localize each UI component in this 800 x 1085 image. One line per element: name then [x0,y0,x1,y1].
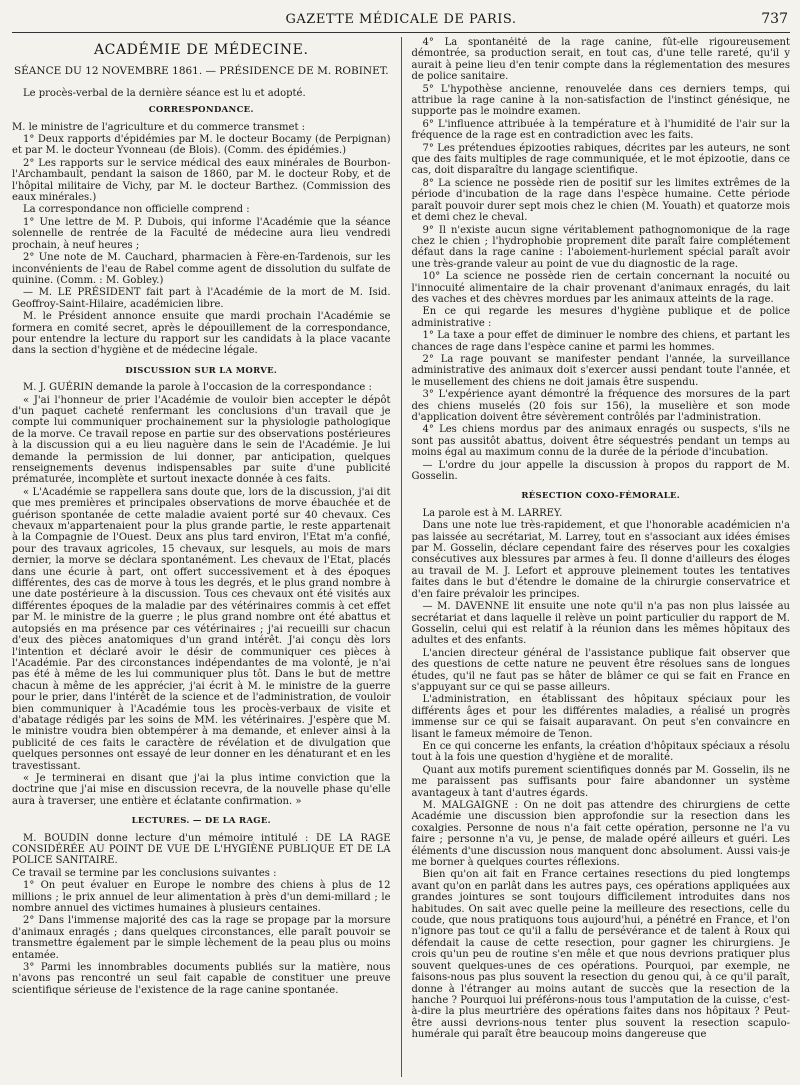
lectures-paragraph: 2° Dans l'immense majorité des cas la rage se propage par la morsure d'animaux enragés ; dans quelques circonstances, elle paraît pouvoir se transmettre également par le simple lèchement de la peau plus ou moins entamée. [12,915,391,961]
corr-paragraph: 1° Une lettre de M. P. Dubois, qui informe l'Académie que la séance solennelle de rentrée de la Faculté de médecine aura lieu vendredi prochain, à neuf heures ; [12,216,391,251]
rage-paragraph: 7° Les prétendues épizooties rabiques, décrites par les auteurs, ne sont que des faits multiples de rage communiquée, et le mot épizootie, dans ce cas, doit disparaître du langage scientifique. [411,142,790,177]
rage-paragraph: 4° Les chiens mordus par des animaux enragés ou suspects, s'ils ne sont pas aussitôt abattus, doivent être séquestrés pendant un temps au moins égal au maximum connu de la durée de la période d'incubation. [411,424,790,459]
heading-resection: RÉSECTION COXO-FÉMORALE. [521,491,681,502]
rage-paragraph: 8° La science ne possède rien de positif sur les limites extrêmes de la période d'incubation de la rage dans l'espèce humaine. Cette période paraît pouvoir durer sept mois chez le chien (M. Youath) et quatorze mois et demi chez le cheval. [411,177,790,224]
corr-paragraph: 2° Une note de M. Cauchard, pharmacien à Fère-en-Tardenois, sur les inconvénients de l'eau de Rabel comme agent de dissolution du sulfate de quinine. (Comm. : M. Gobley.) [12,252,391,286]
resection-paragraph: La parole est à M. LARREY. [422,507,563,519]
rage-paragraph: 9° Il n'existe aucun signe véritablement pathognomonique de la rage chez le chien ; l'hydrophobie proprement dite paraît faire complétement défaut dans la rage canine : l'aboiement-hurlement spécial paraît avoir une très-grande valeur au point de vue du diagnostic de la rage. [411,224,790,270]
resection-paragraph: Quant aux motifs purement scientifiques donnés par M. Gosselin, ils ne me paraissent pas suffisants pour faire abandonner un système avantageux à tant d'autres égards. [411,764,790,799]
corr-paragraph: La correspondance non officielle comprend : [23,204,250,216]
rage-paragraph: 3° L'expérience ayant démontré la fréquence des morsures de la part des chiens muselés (20 fois sur 156), la muselière et son mode d'application doivent être sévèrement contrôlés par l'administration. [411,389,790,423]
proces-verbal: Le procès-verbal de la dernière séance est lu et adopté. [23,87,306,99]
rage-paragraph: 5° L'hypothèse ancienne, renouvelée dans ces derniers temps, qui attribue la rage canine à la non-satisfaction de l'instinct génésique, ne supporte pas le moindre examen. [411,83,790,118]
rage-paragraph: 2° La rage pouvant se manifester pendant l'année, la surveillance administrative des animaux doit s'exercer aussi pendant toute l'année, et le musellement des chiens ne doit jamais être suspendu. [411,353,790,388]
resection-paragraph: — M. DAVENNE lit ensuite une note qu'il n'a pas non plus laissée au secrétariat et dans laquelle il relève un point particulier du rapport de M. Gosselin, celui qui est relatif à la réunion dans les mêmes hôpitaux des adultes et des enfants. [411,601,790,647]
corr-paragraph: — M. LE PRÉSIDENT fait part à l'Académie de la mort de M. Isid. Geoffroy-Saint-Hilaire, académicien libre. [12,287,391,310]
morve-paragraph: « J'ai l'honneur de prier l'Académie de vouloir bien accepter le dépôt d'un paquet cacheté renfermant les conclusions d'un travail que je compte lui communiquer prochainement sur la physiologie pathologique de la morve. Ce travail repose en partie sur des observations postérieures à la discussion qui a eu lieu naguère dans le sein de l'Académie. Je lui demande la permission de lui donner, par anticipation, quelques renseignements devenus indispensables par suite d'une publicité prématurée, incomplète et surtout inexacte donnée à ces faits. [12,394,391,486]
lectures-paragraph: 1° On peut évaluer en Europe le nombre des chiens à plus de 12 millions ; le prix annuel de leur alimentation à près d'un demi-millard ; le nombre annuel des victimes humaines à plusieurs centaines. [12,880,391,915]
rage-paragraph: — L'ordre du jour appelle la discussion à propos du rapport de M. Gosselin. [411,459,790,483]
resection-paragraph: M. MALGAIGNE : On ne doit pas attendre des chirurgiens de cette Académie une discussion bien approfondie sur la resection dans les coxalgies. Personne de nous n'a fait cette opération, personne ne l'a vu faire ; personne n'a vu, je pense, de malade opéré ailleurs et guéri. Les éléments d'une discussion nous manquent donc absolument. Aussi vais-je me borner à quelques courtes réflexions. [411,800,790,869]
corr-paragraph: 1° Deux rapports d'épidémies par M. le docteur Bocamy (de Perpignan) et par M. le docteur Yvonneau (de Blois). (Comm. des épidémies.) [12,134,391,157]
morve-paragraph: M. J. GUÉRIN demande la parole à l'occasion de la correspondance : [23,382,372,394]
journal-title: GAZETTE MÉDICALE DE PARIS. [285,12,517,27]
corr-paragraph: M. le ministre de l'agriculture et du commerce transmet : [12,121,306,133]
right-column [411,37,790,1077]
resection-paragraph: Dans une note lue très-rapidement, et que l'honorable académicien n'a pas laissée au secrétariat, M. Larrey, tout en s'associant aux idées émises par M. Gosselin, déclare cependant faire des réserves pour les coxalgies consécutives aux blessures par armes à feu. Il donne d'ailleurs des éloges au travail de M. J. Lefort et approuve pleinement toutes les tentatives faites dans le but d'étendre le domaine de la chirurgie conservatrice et d'en faire prévaloir les principes. [411,520,790,600]
lectures-paragraph: Ce travail se termine par les conclusions suivantes : [12,867,277,879]
heading-lectures: LECTURES. — DE LA RAGE. [131,816,271,827]
resection-paragraph: En ce qui concerne les enfants, la création d'hôpitaux spéciaux a résolu tout à la fois une question d'hygiène et de moralité. [411,740,790,764]
resection-paragraph: L'ancien directeur général de l'assistance publique fait observer que des questions de cette nature ne peuvent être résolues sans de longues études, qu'il ne faut pas se hâter de blâmer ce qui se fait en France en s'appuyant sur ce qui se passe ailleurs. [411,647,790,693]
resection-paragraph: Bien qu'on ait fait en France certaines resections du pied longtemps avant qu'on en parlât dans les autres pays, ces opérations appliquées aux grandes jointures se sont toujours difficilement introduites dans nos habitudes. On sait avec quelle peine la meilleure des resections, celle du coude, que nous pratiquons tous aujourd'hui, a pénétré en France, et l'on n'ignore pas tout ce qu'il a fallu de persévérance et de talent à Roux qui défendait la cause de cette resection, pour gagner les chirurgiens. Je crois qu'un peu de routine s'en mêle et que nous devrions pratiquer plus souvent quelques-unes de ces opérations. Pourquoi, par exemple, ne faisons-nous pas plus souvent la resection du genou qui, à ce qu'il paraît, donne à l'étranger au moins autant de succès que la resection de la hanche ? Pourquoi lui préférons-nous tous l'amputation de la cuisse, c'est-à-dire la plus meurtrière des opérations faites dans nos hôpitaux ? Peut-être aussi devrions-nous tenter plus souvent la resection scapulo-humérale qui paraît être beaucoup moins dangereuse que [411,869,790,1041]
heading-morve: DISCUSSION SUR LA MORVE. [125,365,278,376]
section-title-academie: ACADÉMIE DE MÉDECINE. [93,42,309,58]
left-column [12,37,391,1077]
rage-paragraph: 6° L'influence attribuée à la température et à l'humidité de l'air sur la fréquence de la rage est en contradiction avec les faits. [411,118,790,142]
heading-correspondance: CORRESPONDANCE. [148,105,254,116]
columns [12,37,790,1077]
rage-paragraph: 1° La taxe a pour effet de diminuer le nombre des chiens, et partant les chances de rage dans l'espèce canine et parmi les hommes. [411,330,790,353]
corr-paragraph: M. le Président annonce ensuite que mardi prochain l'Académie se formera en comité secret, après le dépouillement de la correspondance, pour entendre la lecture du rapport sur les candidats à la place vacante dans la section d'hygiène et de médecine légale. [12,311,391,357]
column-rule [401,37,402,1077]
corr-paragraph: 2° Les rapports sur le service médical des eaux minérales de Bourbon-l'Archambault, pendant la saison de 1860, par M. le docteur Roby, et de l'hôpital militaire de Vichy, par M. le docteur Barthez. (Commission des eaux minérales.) [12,157,391,204]
lectures-paragraph: M. BOUDIN donne lecture d'un mémoire intitulé : DE LA RAGE CONSIDÉRÉE AU POINT DE VUE DE L'HYGIÈNE PUBLIQUE ET DE LA POLICE SANITAIRE. [12,832,391,867]
lectures-paragraph: 3° Parmi les innombrables documents publiés sur la matière, nous n'avons pas rencontré un seul fait capable de constituer une preuve scientifique sérieuse de l'existence de la rage canine spontanée. [12,962,391,996]
morve-paragraph: « Je terminerai en disant que j'ai la plus intime conviction que la doctrine que j'ai mise en discussion recevra, de la nouvelle phase qu'elle aura à traverser, une entière et éclatante confirmation. » [12,772,391,807]
rage-paragraph: 10° La science ne possède rien de certain concernant la nocuité ou l'innocuité alimentaire de la chair provenant d'animaux enragés, du lait des vaches et des chèvres mordues par les animaux atteints de la rage. [411,271,790,305]
resection-paragraph: L'administration, en établissant des hôpitaux spéciaux pour les différents âges et pour les différentes maladies, a réalisé un progrès immense sur ce qui se faisait auparavant. On peut s'en convaincre en lisant le fameux mémoire de Tenon. [411,694,790,740]
seance-line: SÉANCE DU 12 NOVEMBRE 1861. — PRÉSIDENCE DE M. ROBINET. [13,65,389,78]
page-number: 737 [761,11,788,27]
page-header [12,6,790,33]
morve-paragraph: « L'Académie se rappellera sans doute que, lors de la discussion, j'ai dit que mes premières et principales observations de morve ébauchée et de guérison spontanée de cette maladie avaient porté sur 40 chevaux. Ces chevaux m'appartenaient pour la plus grande partie, le reste appartenait à la Compagnie de l'Ouest. Deux ans plus tard environ, l'Etat m'a confié, pour des travaux agricoles, 15 chevaux, sur lesquels, au mois de mars dernier, la morve se déclara spontanément. Les chevaux de l'Etat, placés dans une écurie à part, ont offert successivement et à des époques différentes, des cas de morve à tous les degrés, et le plus grand nombre à une date postérieure à la discussion. Tous ces chevaux ont été visités aux différentes époques de la maladie par des vétérinaires commis à cet effet par M. le ministre de la guerre ; le plus grand nombre ont été abattus et autopsiés en ma présence par ces vétérinaires ; j'ai recueilli sur chacun d'eux des pièces anatomiques d'un grand intérêt. J'ai conçu dès lors l'intention et déclaré avoir le désir de communiquer ces pièces à l'Académie. Par des circonstances indépendantes de ma volonté, je n'ai pas été à même de les lui communiquer plus tôt. Dans le but de mettre chacun à même de les apprécier, j'ai écrit à M. le ministre de la guerre pour le prier, dans l'intérêt de la science et de l'administration, de vouloir bien communiquer à l'Académie tous les procès-verbaux de visite et d'abatage rédigés par les soins de MM. les vétérinaires. J'espère que M. le ministre voudra bien obtempérer à ma demande, et enlever ainsi à la publicité de ces faits le caractère de révélation et de divulgation que quelques personnes ont essayé de leur donner en les dénaturant et en les travestissant. [12,486,391,772]
rage-paragraph: En ce qui regarde les mesures d'hygiène publique et de police administrative : [411,306,790,329]
rage-paragraph: 4° La spontanéité de la rage canine, fût-elle rigoureusement démontrée, sa production serait, en tout cas, d'une telle rareté, qu'il y aurait à peine lieu d'en tenir compte dans la réglementation des mesures de police sanitaire. [411,37,790,83]
